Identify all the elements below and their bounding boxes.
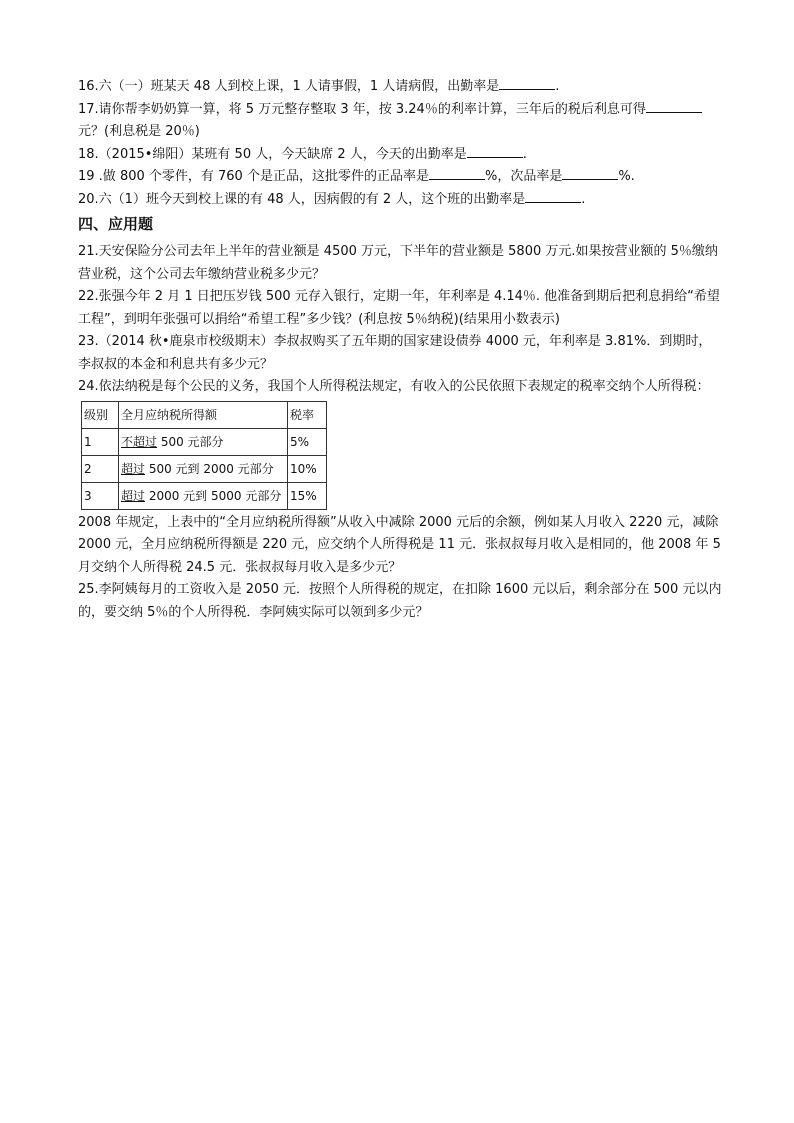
question-19 — [78, 166, 724, 189]
answer-blank[interactable] — [646, 100, 702, 113]
table-cell-rate: 15% — [288, 482, 327, 509]
question-24-intro: 24.依法纳税是每个公民的义务，我国个人所得税法规定，有收入的公民依照下表规定的税率交纳个人所得税： — [78, 379, 710, 394]
table-cell-level: 3 — [82, 482, 119, 509]
section-title: 四、应用题 — [78, 215, 154, 233]
table-cell-level: 1 — [82, 428, 119, 455]
range-text: 2000 元到 5000 元部分 — [145, 489, 282, 503]
answer-blank[interactable] — [429, 167, 485, 180]
question-19-tail: %. — [618, 169, 635, 184]
table-header-row — [82, 401, 327, 428]
question-21: 21.天安保险分公司去年上半年的营业额是 4500 万元，下半年的营业额是 5800 万元.如果按营业额的 5％缴纳营业税，这个公司去年缴纳营业税多少元？ — [78, 244, 718, 282]
question-17 — [78, 99, 724, 144]
question-16 — [78, 76, 724, 99]
question-22: 22.张强今年 2 月 1 日把压岁钱 500 元存入银行，定期一年，年利率是 4.14％. 他准备到期后把利息捐给“希望工程”，到明年张强可以捐给“希望工程”多少钱？(利息按 5％纳税)(结果用小数表示) — [78, 289, 720, 327]
question-19-text: 19 .做 800 个零件，有 760 个是正品，这批零件的正品率是 — [78, 169, 429, 184]
range-text: 500 元部分 — [157, 435, 224, 449]
question-20 — [78, 189, 724, 212]
answer-blank[interactable] — [525, 190, 581, 203]
question-25: 25.李阿姨每月的工资收入是 2050 元．按照个人所得税的规定，在扣除 1600 元以后，剩余部分在 500 元以内的，要交纳 5％的个人所得税．李阿姨实际可以领到多少元？ — [78, 582, 722, 620]
question-24-body: 2008 年规定，上表中的“全月应纳税所得额”从收入中减除 2000 元后的余额，例如某人月收入 2220 元，减除 2000 元，全月应纳税所得额是 220 元，应交纳个人所得税是 11 元．张叔叔每月收入是相同的，他 2008 年 5 月交纳个人所得税 24.5 元．张叔叔每月收入是多少元？ — [78, 514, 721, 575]
table-cell-level: 2 — [82, 455, 119, 482]
table-header-range: 全月应纳税所得额 — [119, 401, 288, 428]
answer-blank[interactable] — [562, 167, 618, 180]
question-18-tail: . — [522, 146, 527, 162]
table-cell-range — [119, 482, 288, 509]
range-qualifier: 超过 — [121, 462, 146, 476]
answer-blank[interactable] — [499, 77, 555, 90]
question-23: 23.（2014 秋•鹿泉市校级期末）李叔叔购买了五年期的国家建设债券 4000 元，年利率是 3.81%．到期时，李叔叔的本金和利息共有多少元？ — [78, 334, 712, 372]
range-qualifier: 不超过 — [121, 435, 158, 449]
question-16-text: 16.六（一）班某天 48 人到校上课，1 人请事假，1 人请病假，出勤率是 — [78, 79, 500, 94]
question-20-text: 20.六（1）班今天到校上课的有 48 人，因病假的有 2 人，这个班的出勤率是 — [78, 191, 526, 207]
worksheet-page — [78, 76, 724, 624]
table-row — [82, 482, 327, 509]
range-text: 500 元到 2000 元部分 — [145, 462, 274, 476]
question-17-line2: 元？(利息税是 20％) — [78, 124, 200, 139]
table-cell-range — [119, 428, 288, 455]
question-18 — [78, 144, 724, 167]
answer-blank[interactable] — [467, 145, 523, 158]
question-19-mid: %，次品率是 — [484, 169, 563, 184]
table-header-rate: 税率 — [288, 401, 327, 428]
table-row — [82, 428, 327, 455]
tax-rate-table — [81, 401, 327, 510]
table-header-level: 级别 — [82, 401, 119, 428]
range-qualifier: 超过 — [121, 489, 146, 503]
question-20-tail: . — [581, 191, 586, 207]
table-cell-rate: 5% — [288, 428, 327, 455]
table-row — [82, 455, 327, 482]
question-17-line1: 17.请你帮李奶奶算一算，将 5 万元整存整取 3 年，按 3.24％的利率计算，三年后的税后利息可得 — [78, 101, 646, 117]
table-cell-range — [119, 455, 288, 482]
table-cell-rate: 10% — [288, 455, 327, 482]
question-18-text: 18.（2015•绵阳）某班有 50 人，今天缺席 2 人，今天的出勤率是 — [78, 146, 467, 162]
question-16-tail: . — [555, 79, 560, 94]
